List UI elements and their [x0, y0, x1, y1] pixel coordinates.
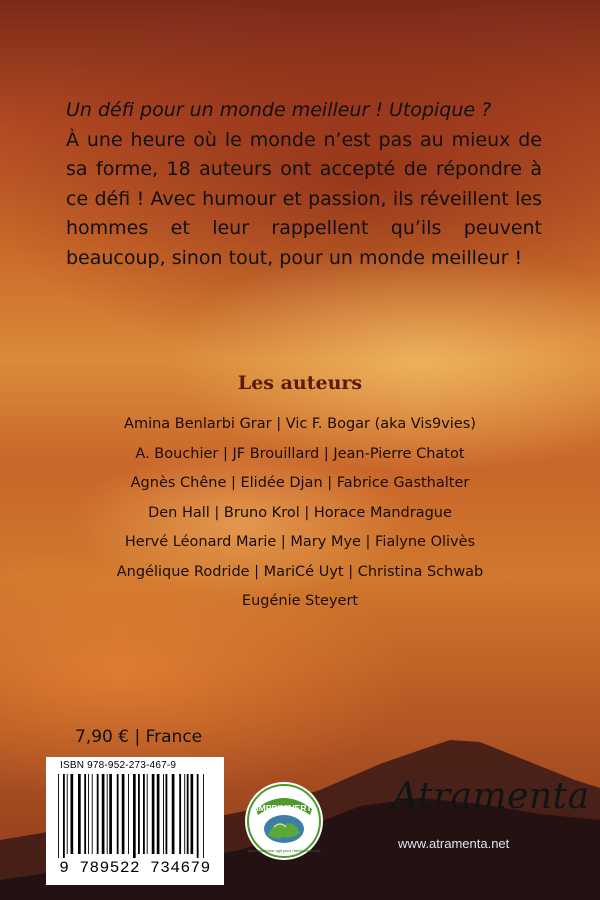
publisher-name: Atramenta: [392, 776, 590, 817]
barcode-bar: [187, 774, 189, 854]
barcode-bar: [84, 774, 86, 854]
barcode-bar: [109, 774, 112, 854]
author-line: Angélique Rodride | MariCé Uyt | Christina Schwab: [116, 563, 484, 580]
barcode-bar: [197, 774, 199, 858]
isbn-barcode: [46, 757, 224, 885]
imprim-vert-title: IMPRIM'VERT: [256, 803, 312, 813]
ean-number: 9 789522 734679: [59, 859, 211, 877]
barcode-bar: [78, 774, 81, 854]
barcode-bar: [122, 774, 125, 854]
barcode-bar: [102, 774, 105, 854]
barcode-bar: [163, 774, 164, 854]
blurb-text: [66, 96, 542, 273]
price-label: 7,90 € | France: [75, 727, 203, 747]
barcode-bar: [88, 774, 89, 854]
barcode-bar: [203, 774, 204, 858]
barcode-bar: [67, 774, 68, 854]
barcode-bar: [152, 774, 155, 854]
isbn-label: ISBN 978-952-273-467-9: [60, 760, 177, 771]
imprim-vert-badge: [244, 781, 324, 861]
author-line: Agnès Chêne | Elidée Djan | Fabrice Gasthalter: [130, 475, 470, 491]
publisher-url[interactable]: www.atramenta.net: [398, 836, 510, 851]
barcode-bars: [54, 774, 216, 858]
blurb-tagline: Un défi pour un monde meilleur ! Utopique ?: [66, 99, 492, 121]
barcode-bar: [92, 774, 93, 854]
barcode-bar: [138, 774, 140, 854]
author-line: Hervé Léonard Marie | Mary Mye | Fialyne Olivès: [124, 534, 476, 550]
imprim-vert-text: mon imprimeur agit pour l'environnement: [247, 848, 321, 853]
barcode-bar: [157, 774, 160, 854]
barcode-bar: [71, 774, 74, 854]
barcode-bar: [191, 774, 194, 854]
barcode-bar: [58, 774, 59, 858]
authors-heading: Les auteurs: [237, 372, 363, 394]
barcode-bar: [179, 774, 181, 854]
publisher-logo: [392, 776, 590, 817]
barcode-bar: [143, 774, 145, 854]
barcode-bar: [166, 774, 168, 854]
blurb-body: À une heure où le monde n’est pas au mieux de sa forme, 18 auteurs ont accepté de répondre à ce défi ! Avec humour et passion, ils réveillent les hommes et leur rappellent qu’ils peuvent beaucoup, sinon tout, pour un monde meilleur !: [66, 128, 542, 269]
barcode-bar: [107, 774, 108, 854]
author-line: A. Bouchier | JF Brouillard | Jean-Pierre Chatot: [135, 445, 465, 462]
author-line: Amina Benlarbi Grar | Vic F. Bogar (aka Vis9vies): [124, 416, 476, 432]
barcode-bar: [147, 774, 148, 854]
barcode-bar: [184, 774, 185, 854]
barcode-bar: [128, 774, 129, 854]
barcode-bar: [117, 774, 119, 854]
barcode-bar: [133, 774, 136, 858]
barcode-bar: [97, 774, 99, 854]
author-line: Eugénie Steyert: [241, 593, 359, 609]
authors-list: [0, 410, 600, 617]
barcode-bar: [63, 774, 65, 858]
author-line: Den Hall | Bruno Krol | Horace Mandrague: [148, 504, 452, 521]
barcode-bar: [172, 774, 175, 854]
